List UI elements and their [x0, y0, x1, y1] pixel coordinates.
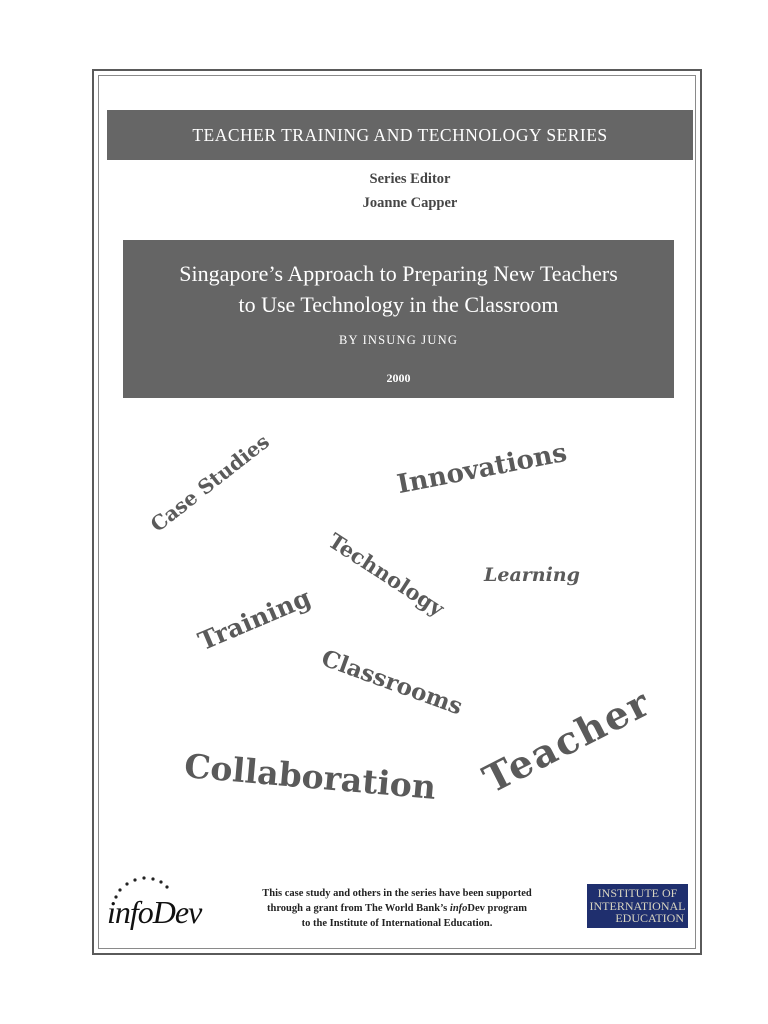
- word-teacher: Teacher: [475, 679, 659, 802]
- series-editor-label: Series Editor: [369, 171, 451, 187]
- word-training: Training: [194, 582, 315, 657]
- funding-note: [232, 886, 562, 931]
- title-line-1: Singapore’s Approach to Preparing New Teachers: [179, 261, 618, 286]
- iie-logo-line-3: EDUCATION: [615, 911, 684, 925]
- word-innovations: Innovations: [394, 437, 570, 501]
- series-editor-name: Joanne Capper: [362, 195, 458, 211]
- funding-note-line-1: This case study and others in the series have been supported: [262, 888, 532, 899]
- word-case-studies: Case Studies: [145, 429, 274, 537]
- iie-logo-line-2: INTERNATIONAL: [589, 898, 686, 913]
- infodev-logo: [106, 872, 206, 942]
- word-learning: Learning: [484, 564, 580, 586]
- title-box: [123, 240, 674, 398]
- publication-year: 2000: [386, 371, 411, 385]
- word-collaboration: Collaboration: [182, 746, 438, 807]
- series-banner: TEACHER TRAINING AND TECHNOLOGY SERIES: [107, 110, 693, 160]
- funding-note-line-2: through a grant from The World Bank’s infoDev program: [266, 903, 528, 914]
- word-technology: Technology: [323, 527, 449, 622]
- title-line-2: to Use Technology in the Classroom: [238, 292, 559, 317]
- iie-logo: [587, 884, 688, 928]
- iie-logo-line-1: INSTITUTE OF: [597, 886, 678, 900]
- funding-note-line-3: to the Institute of International Education.: [301, 918, 493, 929]
- word-classrooms: Classrooms: [317, 644, 467, 721]
- author-byline: BY INSUNG JUNG: [338, 333, 459, 347]
- infodev-wordmark: infoDev: [107, 894, 202, 930]
